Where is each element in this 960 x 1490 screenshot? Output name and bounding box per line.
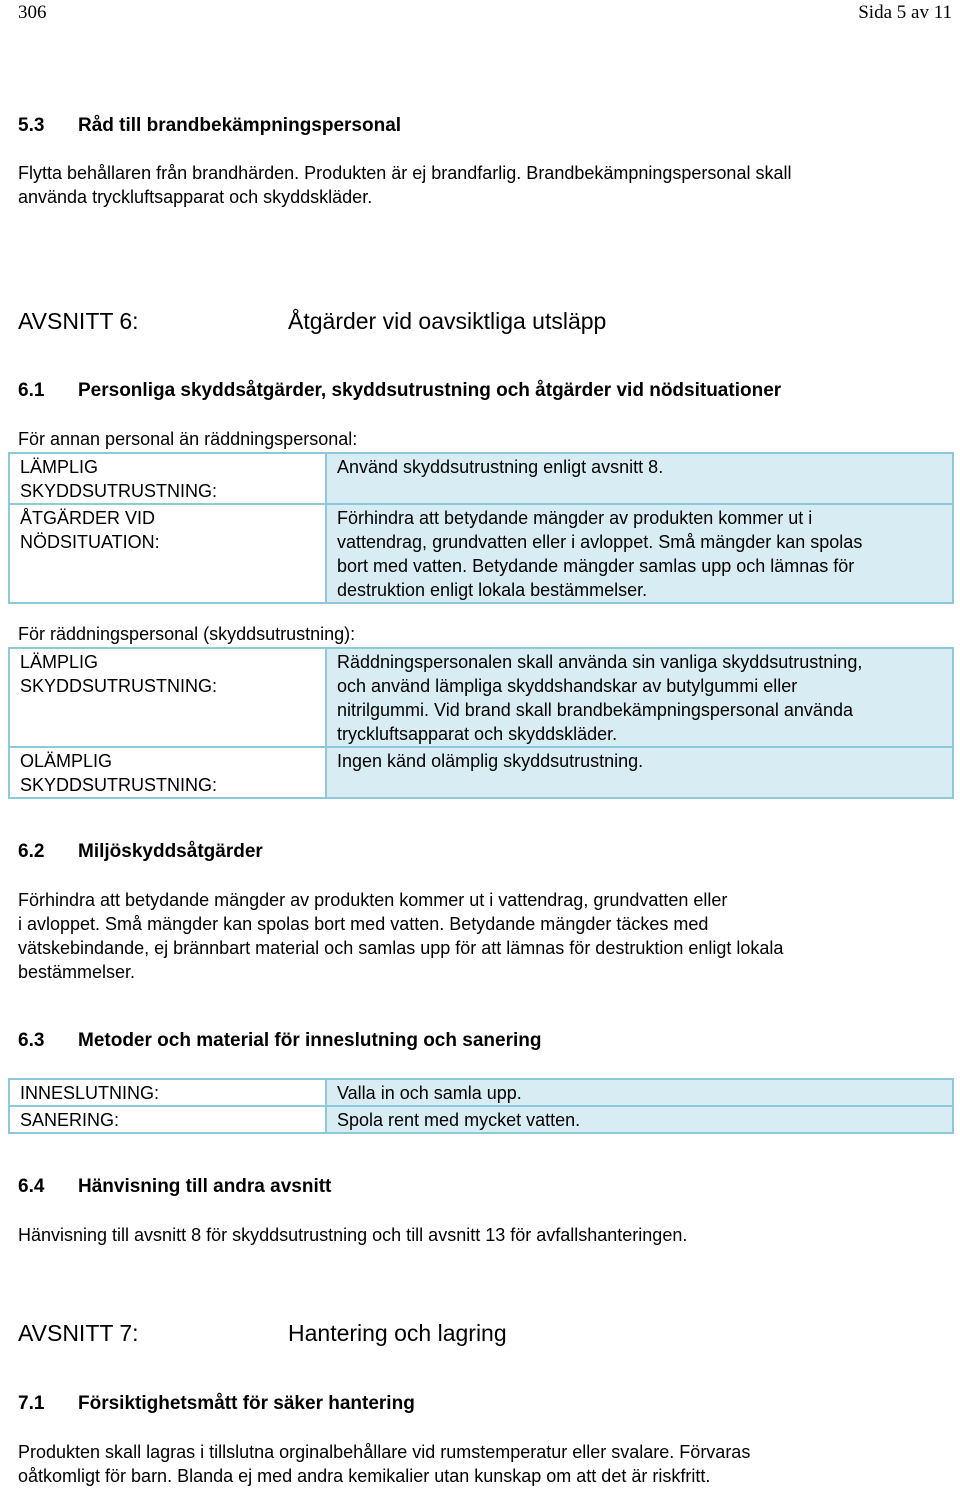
value-line: nitrilgummi. Vid brand skall brandbekämpningspersonal använda <box>337 700 853 720</box>
table-row <box>9 747 953 798</box>
table-value-cell <box>326 504 953 603</box>
key-line: SKYDDSUTRUSTNING: <box>20 481 218 501</box>
table-value-cell <box>326 648 953 747</box>
key-line: SKYDDSUTRUSTNING: <box>20 775 218 795</box>
paragraph-6-2 <box>18 888 783 984</box>
key-line: SKYDDSUTRUSTNING: <box>20 676 218 696</box>
value-line: Räddningspersonalen skall använda sin vanliga skyddsutrustning, <box>337 652 863 672</box>
heading-6-2 <box>18 841 263 863</box>
ppe-table-general <box>8 452 954 604</box>
table-value-cell <box>326 747 953 798</box>
group-label-rescue: För räddningspersonal (skyddsutrustning): <box>18 624 356 644</box>
text-line: oåtkomligt för barn. Blanda ej med andra kemikalier utan kunskap om att det är riskfritt. <box>18 1466 711 1486</box>
text-line: använda tryckluftsapparat och skyddskläder. <box>18 187 373 207</box>
value-line: bort med vatten. Betydande mängder samlas upp och lämnas för <box>337 556 855 576</box>
text-line: Produkten skall lagras i tillslutna orginalbehållare vid rumstemperatur eller svalare. Förvaras <box>18 1442 751 1462</box>
value-line: Ingen känd olämplig skyddsutrustning. <box>337 751 644 771</box>
text-line: i avloppet. Små mängder kan spolas bort med vatten. Betydande mängder täckes med <box>18 914 709 934</box>
section-label: AVSNITT 7: <box>18 1320 139 1346</box>
key-line: NÖDSITUATION: <box>20 532 160 552</box>
heading-number: 6.1 <box>18 380 45 401</box>
heading-title: Försiktighetsmått för säker hantering <box>78 1393 415 1414</box>
key-line: OLÄMPLIG <box>20 751 113 771</box>
paragraph-6-4: Hänvisning till avsnitt 8 för skyddsutrustning och till avsnitt 13 för avfallshanteringen. <box>18 1225 688 1245</box>
value-line: tryckluftsapparat och skyddskläder. <box>337 724 618 744</box>
value-line: vattendrag, grundvatten eller i avloppet. Små mängder kan spolas <box>337 532 863 552</box>
section-title: Åtgärder vid oavsiktliga utsläpp <box>288 308 607 334</box>
key-line: LÄMPLIG <box>20 457 99 477</box>
heading-number: 6.3 <box>18 1030 45 1051</box>
key-line: LÄMPLIG <box>20 652 99 672</box>
table-row <box>9 504 953 603</box>
section-title: Hantering och lagring <box>288 1320 507 1346</box>
text-line: vätskebindande, ej brännbart material och samlas upp för att lämnas för destruktion enligt lokala <box>18 938 784 958</box>
heading-title: Hänvisning till andra avsnitt <box>78 1176 332 1197</box>
heading-title: Personliga skyddsåtgärder, skyddsutrustning och åtgärder vid nödsituationer <box>78 380 782 401</box>
table-value-cell: Spola rent med mycket vatten. <box>326 1106 953 1133</box>
table-value-cell: Valla in och samla upp. <box>326 1079 953 1106</box>
heading-number: 5.3 <box>18 115 45 136</box>
section-6-heading <box>18 308 607 335</box>
heading-number: 7.1 <box>18 1393 45 1414</box>
heading-number: 6.2 <box>18 841 45 862</box>
section-7-heading <box>18 1320 507 1347</box>
ppe-table-rescue <box>8 647 954 799</box>
heading-6-4 <box>18 1176 331 1198</box>
heading-5-3 <box>18 115 401 137</box>
heading-title: Miljöskyddsåtgärder <box>78 841 263 862</box>
key-line: ÅTGÄRDER VID <box>20 508 156 528</box>
heading-title: Metoder och material för inneslutning och sanering <box>78 1030 542 1051</box>
table-row <box>9 453 953 504</box>
table-key-cell: INNESLUTNING: <box>9 1079 326 1106</box>
page-number: 306 <box>18 2 47 23</box>
table-value-cell <box>326 453 953 504</box>
value-line: Använd skyddsutrustning enligt avsnitt 8. <box>337 457 664 477</box>
text-line: Förhindra att betydande mängder av produkten kommer ut i vattendrag, grundvatten eller <box>18 890 728 910</box>
table-row <box>9 1106 953 1133</box>
table-row <box>9 648 953 747</box>
heading-title: Råd till brandbekämpningspersonal <box>78 115 402 136</box>
text-line: Flytta behållaren från brandhärden. Produkten är ej brandfarlig. Brandbekämpningspersonal skall <box>18 163 792 183</box>
heading-number: 6.4 <box>18 1176 45 1197</box>
text-line: bestämmelser. <box>18 962 136 982</box>
group-label-non-rescue: För annan personal än räddningspersonal: <box>18 429 358 449</box>
heading-7-1 <box>18 1393 415 1415</box>
table-row <box>9 1079 953 1106</box>
value-line: destruktion enligt lokala bestämmelser. <box>337 580 648 600</box>
section-label: AVSNITT 6: <box>18 308 139 334</box>
paragraph-5-3 <box>18 161 791 209</box>
heading-6-1 <box>18 380 781 402</box>
table-key-cell <box>9 504 326 603</box>
page-of-label: Sida 5 av 11 <box>858 2 952 23</box>
value-line: och använd lämpliga skyddshandskar av butylgummi eller <box>337 676 798 696</box>
table-key-cell <box>9 648 326 747</box>
heading-6-3 <box>18 1030 541 1052</box>
table-key-cell <box>9 453 326 504</box>
value-line: Förhindra att betydande mängder av produkten kommer ut i <box>337 508 813 528</box>
containment-table <box>8 1078 954 1134</box>
paragraph-7-1 <box>18 1440 750 1488</box>
table-key-cell <box>9 747 326 798</box>
table-key-cell: SANERING: <box>9 1106 326 1133</box>
